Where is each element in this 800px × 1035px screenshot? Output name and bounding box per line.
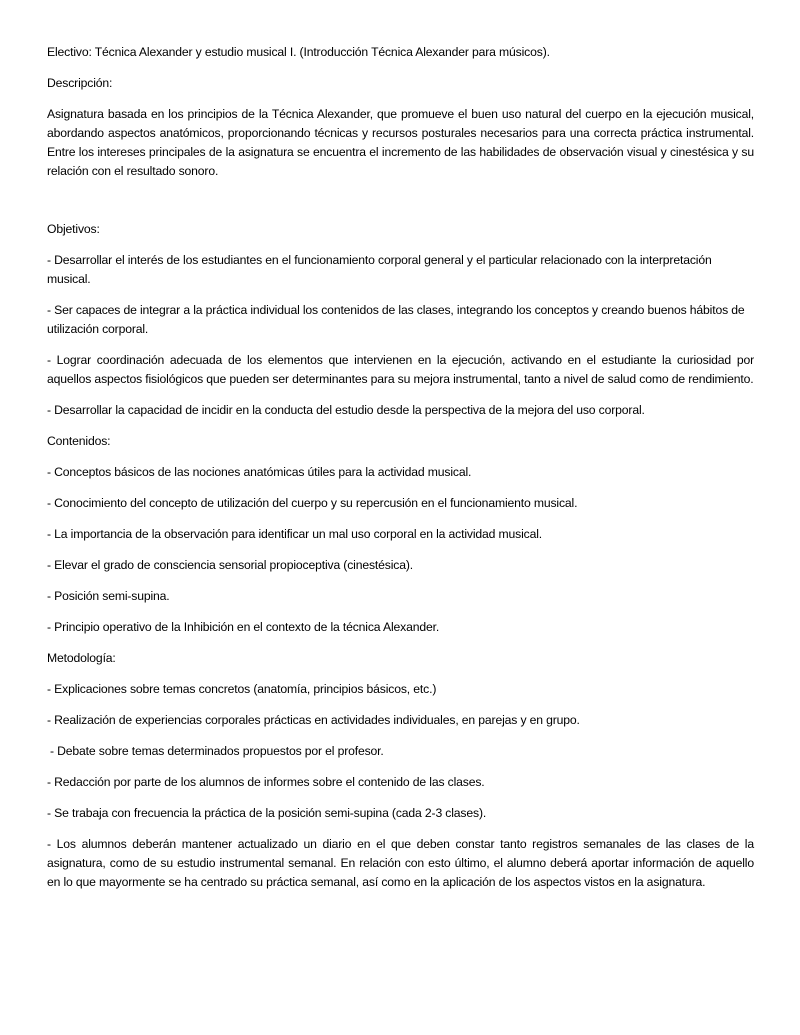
descripcion-heading: Descripción: — [47, 76, 113, 90]
objetivo-item: - Desarrollar el interés de los estudiantes en el funcionamiento corporal general y el particular relacionado con la interpretación musical. — [47, 253, 712, 286]
metodologia-item: - Redacción por parte de los alumnos de informes sobre el contenido de las clases. — [47, 775, 485, 789]
objetivo-item: - Lograr coordinación adecuada de los elementos que intervienen en la ejecución, activando en el estudiante la curiosidad por aquellos aspectos fisiológicos que pueden ser determinantes para su mejora instrumental, tanto a nivel de salud como de rendimiento. — [47, 353, 754, 386]
contenido-item: - Posición semi-supina. — [47, 589, 170, 603]
contenidos-heading: Contenidos: — [47, 434, 111, 448]
objetivo-item: - Desarrollar la capacidad de incidir en la conducta del estudio desde la perspectiva de la mejora del uso corporal. — [47, 403, 645, 417]
objetivo-item: - Ser capaces de integrar a la práctica individual los contenidos de las clases, integrando los conceptos y creando buenos hábitos de utilización corporal. — [47, 303, 745, 336]
metodologia-item: - Realización de experiencias corporales prácticas en actividades individuales, en parejas y en grupo. — [47, 713, 580, 727]
metodologia-item: - Debate sobre temas determinados propuestos por el profesor. — [50, 744, 384, 758]
contenido-item: - Conceptos básicos de las nociones anatómicas útiles para la actividad musical. — [47, 465, 472, 479]
document-page — [47, 43, 754, 892]
contenido-item: - Conocimiento del concepto de utilización del cuerpo y su repercusión en el funcionamiento musical. — [47, 496, 578, 510]
descripcion-text: Asignatura basada en los principios de la Técnica Alexander, que promueve el buen uso natural del cuerpo en la ejecución musical, abordando aspectos anatómicos, proporcionando técnicas y recursos posturales necesarios para una correcta práctica instrumental. Entre los intereses principales de la asignatura se encuentra el incremento de las habilidades de observación visual y cinestésica y su relación con el resultado sonoro. — [47, 107, 754, 178]
metodologia-heading: Metodología: — [47, 651, 116, 665]
contenido-item: - La importancia de la observación para identificar un mal uso corporal en la actividad musical. — [47, 527, 543, 541]
metodologia-item: - Los alumnos deberán mantener actualizado un diario en el que deben constar tanto registros semanales de las clases de la asignatura, como de su estudio instrumental semanal. En relación con esto último, el alumno deberá aportar información de aquello en lo que mayormente se ha centrado su práctica semanal, así como en la aplicación de los aspectos vistos en la asignatura. — [47, 837, 754, 889]
contenido-item: - Principio operativo de la Inhibición en el contexto de la técnica Alexander. — [47, 620, 440, 634]
metodologia-item: - Explicaciones sobre temas concretos (anatomía, principios básicos, etc.) — [47, 682, 437, 696]
document-title: Electivo: Técnica Alexander y estudio musical I. (Introducción Técnica Alexander para músicos). — [47, 45, 550, 59]
contenido-item: - Elevar el grado de consciencia sensorial propioceptiva (cinestésica). — [47, 558, 413, 572]
objetivos-heading: Objetivos: — [47, 222, 100, 236]
metodologia-item: - Se trabaja con frecuencia la práctica de la posición semi-supina (cada 2-3 clases). — [47, 806, 487, 820]
